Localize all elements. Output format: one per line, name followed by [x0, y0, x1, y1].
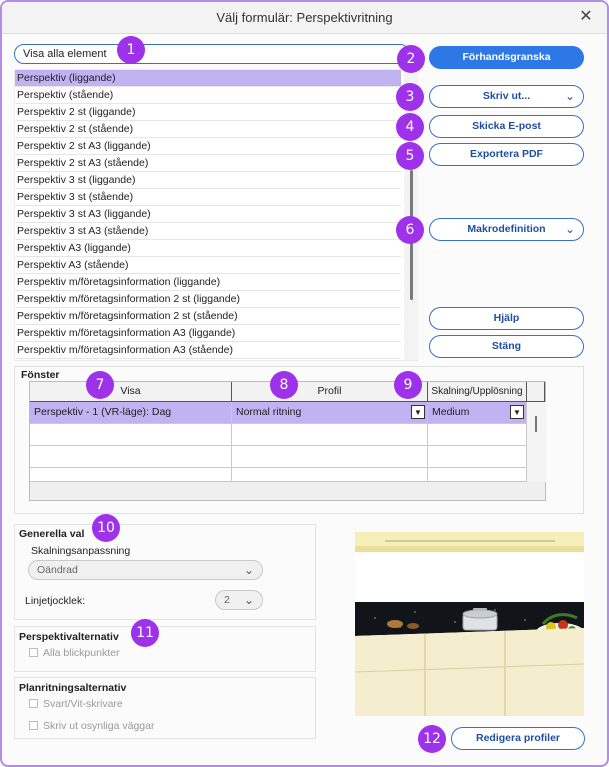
form-list-item[interactable]: Perspektiv m/företagsinformation (liggande) [15, 274, 401, 291]
line-thickness-label: Linjetjocklek: [25, 595, 86, 607]
chevron-down-icon: ⌄ [243, 563, 254, 577]
all-viewpoints-label: Alla blickpunkter [43, 647, 120, 659]
form-list-item[interactable]: Perspektiv m/företagsinformation A3 (liggande) [15, 325, 401, 342]
chevron-down-icon: ⌄ [243, 593, 254, 607]
annotation-badge: 1 [117, 36, 145, 64]
column-header-visa[interactable]: Visa [30, 382, 232, 402]
grid-cell-profil-value: Normal ritning [236, 406, 302, 418]
annotation-badge: 4 [396, 113, 424, 141]
grid-cell-skalning[interactable] [428, 402, 527, 424]
annotation-badge: 9 [394, 371, 422, 399]
annotation-badge: 10 [92, 514, 120, 542]
title-bar [2, 2, 607, 34]
form-list-item[interactable]: Perspektiv 2 st (liggande) [15, 104, 401, 121]
email-button[interactable]: Skicka E-post [429, 115, 584, 138]
close-icon[interactable]: ✕ [579, 8, 593, 25]
annotation-badge: 8 [270, 371, 298, 399]
annotation-badge: 2 [397, 45, 425, 73]
grid-cell-profil[interactable] [232, 402, 428, 424]
grid-cell-empty[interactable] [30, 468, 232, 482]
grid-cell-empty[interactable] [232, 468, 428, 482]
bw-printer-label: Svart/Vit-skrivare [43, 698, 123, 710]
form-list [14, 69, 418, 361]
line-thickness-select[interactable] [215, 590, 263, 610]
annotation-badge: 3 [396, 83, 424, 111]
grid-cell-empty[interactable] [428, 446, 527, 468]
line-thickness-value: 2 [224, 594, 230, 606]
column-header-skalning[interactable]: Skalning/Upplösning [428, 382, 527, 402]
grid-cell-empty[interactable] [30, 446, 232, 468]
form-list-item[interactable]: Perspektiv A3 (liggande) [15, 240, 401, 257]
plan-options-title: Planritningsalternativ [19, 682, 127, 694]
form-list-item[interactable]: Perspektiv 3 st A3 (stående) [15, 223, 401, 240]
grid-cell-empty[interactable] [232, 424, 428, 446]
window-grid [29, 381, 546, 501]
form-list-item[interactable]: Perspektiv A3 (stående) [15, 257, 401, 274]
window-title: Välj formulär: Perspektivritning [216, 10, 393, 25]
annotation-badge: 11 [131, 619, 159, 647]
grid-cell-empty[interactable] [428, 468, 527, 482]
general-panel [14, 524, 316, 620]
scaling-label: Skalningsanpassning [31, 545, 131, 557]
grid-cell-empty[interactable] [232, 446, 428, 468]
grid-scroll-thumb[interactable] [535, 416, 537, 432]
checkbox-icon [29, 699, 38, 708]
annotation-badge: 7 [86, 371, 114, 399]
form-list-item[interactable]: Perspektiv 2 st A3 (stående) [15, 155, 401, 172]
preview-image [355, 532, 584, 716]
perspective-options-panel [14, 626, 316, 672]
column-header-blank [527, 382, 545, 402]
dropdown-arrow-icon[interactable]: ▼ [411, 405, 425, 419]
invisible-walls-checkbox[interactable] [29, 720, 154, 732]
invisible-walls-label: Skriv ut osynliga väggar [43, 720, 155, 732]
grid-cell-empty[interactable] [428, 424, 527, 446]
grid-cell-skalning-value: Medium [432, 406, 470, 418]
form-list-item[interactable]: Perspektiv 2 st A3 (liggande) [15, 138, 401, 155]
checkbox-icon [29, 721, 38, 730]
close-button[interactable]: Stäng [429, 335, 584, 358]
help-button[interactable]: Hjälp [429, 307, 584, 330]
column-header-profil[interactable]: Profil [232, 382, 428, 402]
chevron-down-icon: ⌄ [564, 222, 575, 236]
print-button-label: Skriv ut... [482, 90, 531, 102]
print-button[interactable] [429, 85, 584, 108]
macro-button-label: Makrodefinition [467, 223, 546, 235]
form-list-item[interactable]: Perspektiv (liggande) [15, 70, 401, 87]
grid-cell-visa[interactable]: Perspektiv - 1 (VR-läge): Dag [30, 402, 232, 424]
form-list-item[interactable]: Perspektiv 3 st A3 (liggande) [15, 206, 401, 223]
checkbox-icon [29, 648, 38, 657]
form-list-item[interactable]: Perspektiv m/företagsinformation A3 (stående) [15, 342, 401, 359]
fonster-label: Fönster [21, 369, 60, 381]
annotation-badge: 12 [418, 725, 446, 753]
dropdown-arrow-icon[interactable]: ▼ [510, 405, 524, 419]
kitchen-preview-illustration [355, 532, 584, 716]
form-list-item[interactable]: Perspektiv 3 st (liggande) [15, 172, 401, 189]
chevron-down-icon: ⌄ [564, 89, 575, 103]
export-pdf-button[interactable]: Exportera PDF [429, 143, 584, 166]
plan-options-panel [14, 677, 316, 739]
general-title: Generella val [19, 528, 85, 540]
form-list-item[interactable]: Perspektiv 3 st (stående) [15, 189, 401, 206]
scaling-select-value: Oändrad [37, 564, 78, 576]
grid-cell-empty[interactable] [30, 424, 232, 446]
edit-profiles-button[interactable]: Redigera profiler [451, 727, 585, 750]
scaling-select[interactable] [28, 560, 263, 580]
form-list-item[interactable]: Perspektiv m/företagsinformation 2 st (liggande) [15, 291, 401, 308]
bw-printer-checkbox[interactable] [29, 698, 123, 710]
annotation-badge: 6 [396, 216, 424, 244]
form-list-item[interactable]: Perspektiv m/företagsinformation 2 st (stående) [15, 308, 401, 325]
macro-button[interactable] [429, 218, 584, 241]
form-list-item[interactable]: Perspektiv (stående) [15, 87, 401, 104]
grid-scrollbar[interactable] [527, 402, 546, 482]
perspective-options-title: Perspektivalternativ [19, 631, 119, 643]
preview-button[interactable]: Förhandsgranska [429, 46, 584, 69]
form-list-item[interactable]: Perspektiv 2 st (stående) [15, 121, 401, 138]
filter-dropdown[interactable]: Visa alla element [14, 44, 410, 64]
annotation-badge: 5 [396, 142, 424, 170]
all-viewpoints-checkbox[interactable] [29, 647, 119, 659]
